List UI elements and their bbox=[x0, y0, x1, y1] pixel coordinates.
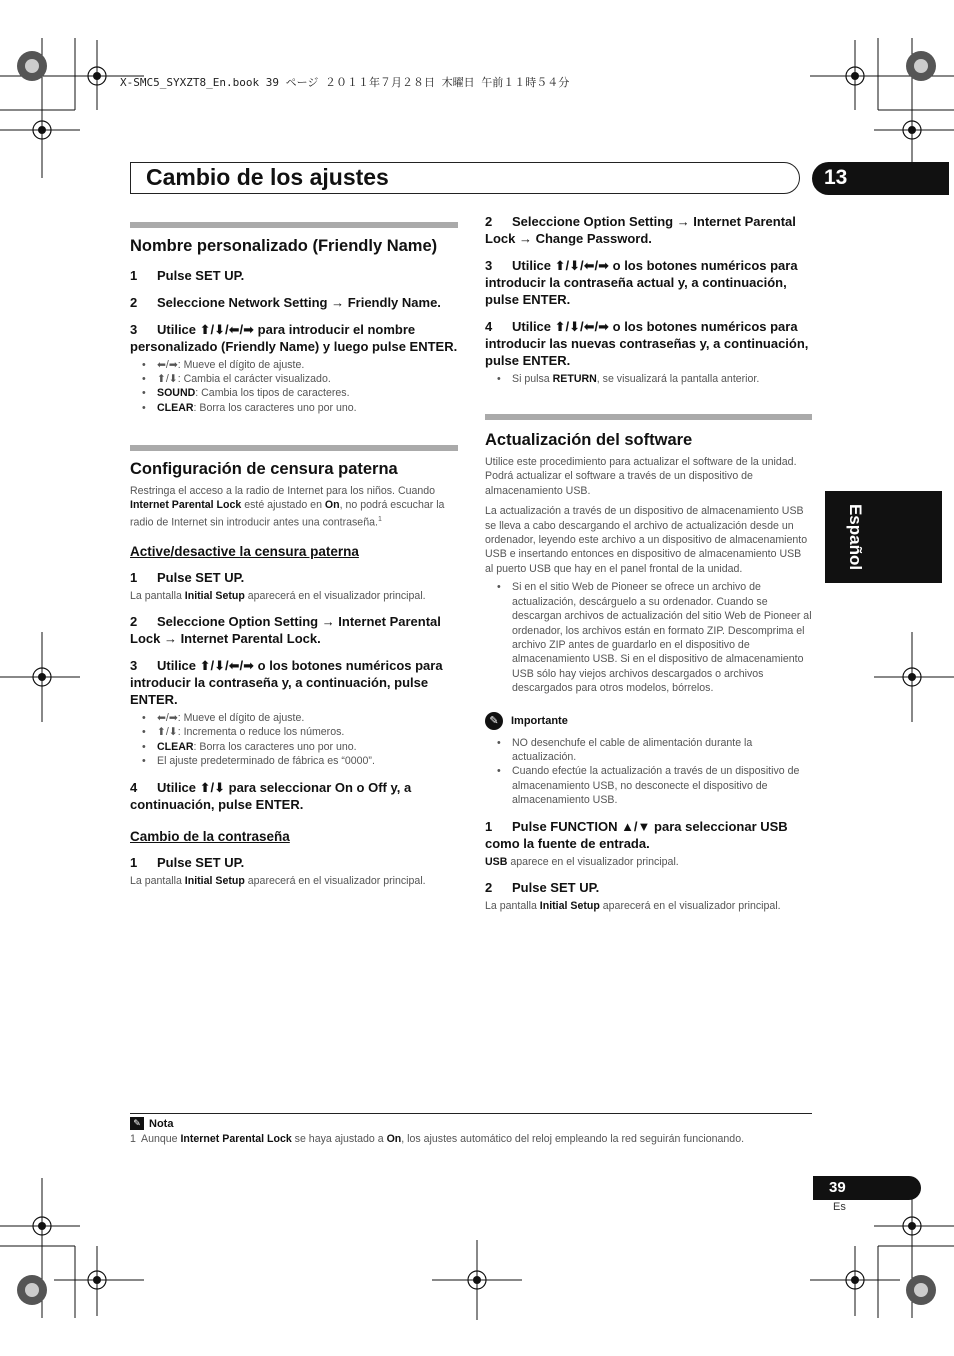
list-item: • ⬅/➡: Mueve el dígito de ajuste. bbox=[130, 358, 458, 372]
list-item: • ⬆/⬇: Cambia el carácter visualizado. bbox=[130, 372, 458, 386]
list-item: • ⬅/➡: Mueve el dígito de ajuste. bbox=[130, 711, 458, 725]
footer-divider bbox=[130, 1113, 812, 1114]
paragraph: La pantalla Initial Setup aparecerá en el visualizador principal. bbox=[485, 899, 781, 912]
footnote: 1 Aunque Internet Parental Lock se haya ajustado a On, los ajustes automático del reloj empleando la red seguirán funcionando. bbox=[130, 1133, 745, 1145]
section-title-friendly-name: Nombre personalizado (Friendly Name) bbox=[130, 237, 438, 255]
important-heading bbox=[485, 712, 812, 730]
note-label: Nota bbox=[149, 1117, 174, 1130]
section-title-parental-lock: Configuración de censura paterna bbox=[130, 460, 398, 479]
important-label: Importante bbox=[511, 714, 568, 727]
page-title: Cambio de los ajustes bbox=[146, 164, 389, 190]
step: 2 Seleccione Option Setting → Internet Parental Lock → Internet Parental Lock. bbox=[130, 614, 441, 647]
paragraph: USB aparece en el visualizador principal. bbox=[485, 855, 679, 868]
paragraph: La pantalla Initial Setup aparecerá en el visualizador principal. bbox=[130, 589, 426, 602]
list-item: • El ajuste predeterminado de fábrica es “0000”. bbox=[130, 754, 458, 768]
left-column bbox=[130, 222, 458, 892]
step: 4 Utilice ⬆/⬇ para seleccionar On o Off y, a continuación, pulse ENTER. bbox=[130, 779, 412, 812]
note-icon: ✎ bbox=[130, 1117, 144, 1130]
note-heading bbox=[130, 1117, 173, 1130]
paragraph: Utilice este procedimiento para actualizar el software de la unidad. Podrá actualizar el software a través de un dispositivo de almacenamiento USB. bbox=[485, 456, 797, 497]
paragraph: Restringa el acceso a la radio de Internet para los niños. Cuando Internet Parental Lock esté ajustado en On, no podrá escuchar la radio de Internet sin introducir antes una contraseña.$^1$ bbox=[130, 484, 445, 529]
paragraph: La pantalla Initial Setup aparecerá en el visualizador principal. bbox=[130, 874, 426, 887]
step: 3 Utilice ⬆/⬇/⬅/➡ o los botones numéricos para introducir la contraseña y, a continuación, pulse ENTER. bbox=[130, 658, 443, 708]
list-item: • CLEAR: Borra los caracteres uno por uno. bbox=[130, 740, 458, 754]
section-bar bbox=[485, 414, 812, 420]
list-item: • Cuando efectúe la actualización a través de un dispositivo de almacenamiento USB, no desconecte el dispositivo de almacenamiento USB. bbox=[485, 764, 812, 807]
language-label: Español bbox=[846, 503, 865, 571]
step: 1 Pulse SET UP. bbox=[130, 267, 245, 283]
important-list bbox=[485, 736, 812, 808]
list-item: • Si en el sitio Web de Pioneer se ofrece un archivo de actualización, descárguelo a su ordenador. Cuando se descargan archivos de actualización del sitio Web de Pioneer al ordenador, los archivos están en formato ZIP. Descomprima el archivo ZIP antes de guardarlo en el dispositivo de almacenamiento USB. Si en el dispositivo de almacenamiento USB sólo hay viejos archivos descargados o archivos descargados para otros modelos, bórrelos. bbox=[485, 580, 812, 695]
chapter-number: 13 bbox=[824, 166, 848, 189]
section-bar bbox=[130, 445, 458, 451]
bullet-list bbox=[485, 580, 812, 695]
step: 2 Seleccione Option Setting → Internet Parental Lock → Change Password. bbox=[485, 214, 796, 246]
subsection-title: Active/desactive la censura paterna bbox=[130, 543, 359, 559]
bullet-list bbox=[485, 372, 812, 386]
section-bar bbox=[130, 222, 458, 228]
important-icon: ✎ bbox=[485, 712, 503, 730]
subsection-title: Cambio de la contraseña bbox=[130, 828, 290, 844]
list-item: • NO desenchufe el cable de alimentación durante la actualización. bbox=[485, 736, 812, 765]
page-number: 39 bbox=[829, 1179, 846, 1196]
right-column bbox=[485, 213, 812, 917]
step: 1 Pulse SET UP. bbox=[130, 569, 245, 585]
step: 1 Pulse FUNCTION ▲/▼ para seleccionar USB como la fuente de entrada. bbox=[485, 818, 788, 851]
step: 3 Utilice ⬆/⬇/⬅/➡ para introducir el nombre personalizado (Friendly Name) y luego pulse ENTER. bbox=[130, 321, 458, 354]
section-title-software-update: Actualización del software bbox=[485, 431, 693, 450]
list-item: • ⬆/⬇: Incrementa o reduce los números. bbox=[130, 725, 458, 739]
paragraph: La actualización a través de un dispositivo de almacenamiento USB se lleva a cabo descargando el archivo de actualización desde un ordenador, leyendo este archivo a un dispositivo de almacenamiento USB e insertando entonces en dispositivo de almacenamiento USB al puerto USB que hay en el panel frontal de la unidad. bbox=[485, 505, 808, 575]
step: 2 Seleccione Network Setting → Friendly Name. bbox=[130, 294, 441, 310]
page-language: Es bbox=[833, 1201, 846, 1213]
list-item: • Si pulsa RETURN, se visualizará la pantalla anterior. bbox=[485, 372, 812, 386]
bullet-list bbox=[130, 358, 458, 416]
footnote-number: 1 bbox=[130, 1133, 136, 1145]
list-item: • SOUND: Cambia los tipos de caracteres. bbox=[130, 386, 458, 400]
language-tab bbox=[825, 491, 942, 583]
step: 4 Utilice ⬆/⬇/⬅/➡ o los botones numéricos para introducir las nuevas contraseñas y, a continuación, pulse ENTER. bbox=[485, 319, 809, 368]
bullet-list bbox=[130, 711, 458, 769]
step: 2 Pulse SET UP. bbox=[485, 879, 600, 895]
step: 3 Utilice ⬆/⬇/⬅/➡ o los botones numéricos para introducir la contraseña actual y, a continuación, pulse ENTER. bbox=[485, 258, 798, 307]
print-info: X-SMC5_SYXZT8_En.book 39 ページ ２０１１年７月２８日 木曜日 午前１１時５４分 bbox=[120, 76, 570, 89]
list-item: • CLEAR: Borra los caracteres uno por uno. bbox=[130, 401, 458, 415]
step: 1 Pulse SET UP. bbox=[130, 854, 245, 870]
